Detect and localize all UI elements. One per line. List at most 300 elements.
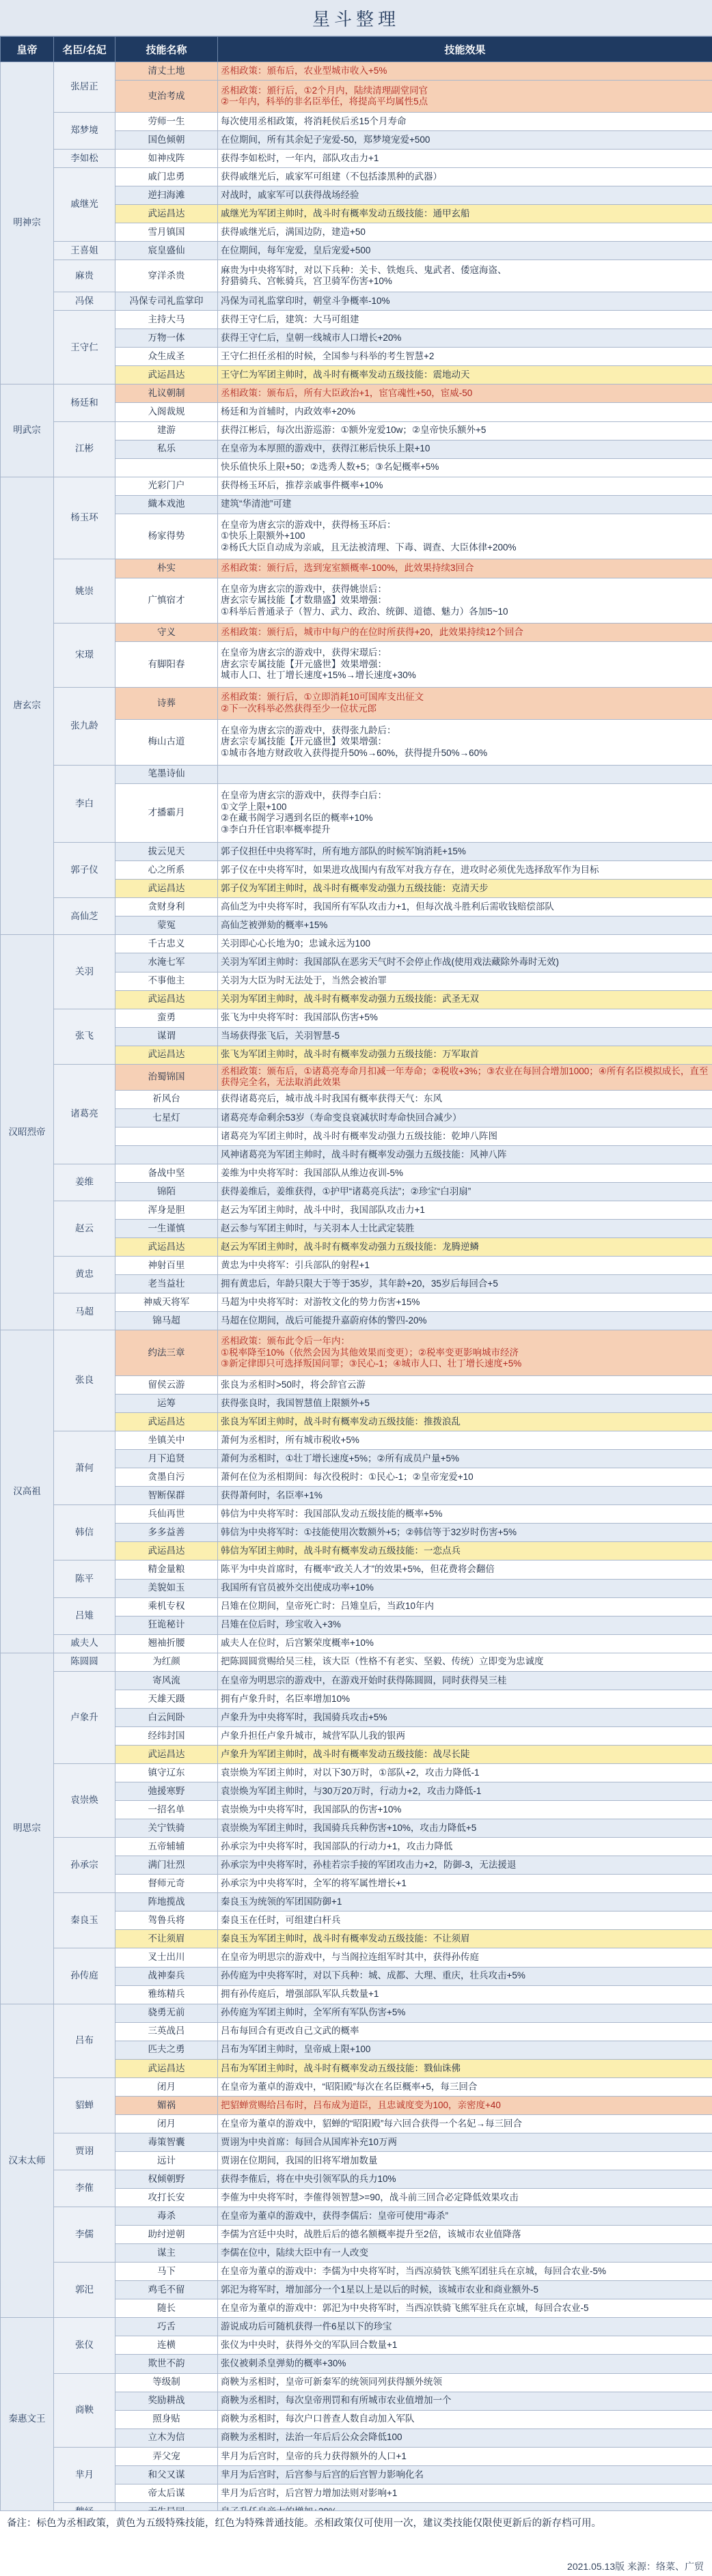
- skill-name: 光彩门户: [115, 477, 218, 495]
- minister-cell: 吕布: [54, 2004, 115, 2077]
- skill-name: 骁勇无前: [115, 2004, 218, 2022]
- skill-name: 贪墨自污: [115, 1468, 218, 1487]
- minister-cell: 冯保: [54, 292, 115, 311]
- skill-name: 主持大马: [115, 311, 218, 329]
- skill-row: [1, 2373, 712, 2392]
- skill-name: 狂诡秘计: [115, 1616, 218, 1634]
- skill-name: 翘袖折腰: [115, 1634, 218, 1653]
- skill-name: 和父又谋: [115, 2465, 218, 2484]
- skill-name: 才播霸月: [115, 783, 218, 843]
- skill-effect: 吕布每回合有更改自己文武的概率: [218, 2022, 712, 2041]
- skill-effect: 卢象升担任卢象升城市，城营军队儿我的银两: [218, 1726, 712, 1745]
- skill-effect: 获得戚继光后，戚家军可组建（不包括漆黑种的武器）: [218, 168, 712, 186]
- skill-row: [1, 2447, 712, 2465]
- skill-effect: 获得王守仁后，建筑：大马可组建: [218, 311, 712, 329]
- skill-effect: 获得萧何时，名臣率+1%: [218, 1487, 712, 1505]
- minister-cell: 萧何: [54, 1431, 115, 1505]
- skill-name: 有脚阳春: [115, 642, 218, 688]
- skill-name: 蒙冤: [115, 916, 218, 935]
- skill-name: 逆扫海滩: [115, 186, 218, 205]
- skill-effect: 戚夫人在位时，后宫繁荣度概率+10%: [218, 1634, 712, 1653]
- skill-name: 不让须眉: [115, 1930, 218, 1948]
- skill-effect: 商鞅为丞相时，每次户口普查人数自动加入军队: [218, 2410, 712, 2428]
- skill-name: 武运昌达: [115, 2059, 218, 2077]
- skill-name: 杨家得势: [115, 514, 218, 559]
- skill-effect: 在皇帝为唐玄宗的游戏中，获得杨玉环后： ①快乐上限额外+100 ②杨氏大臣自动成为亲戚，且无法被清理、下毒、调查、大臣体律+200%: [218, 514, 712, 559]
- minister-cell: 马超: [54, 1293, 115, 1330]
- skill-row: [1, 1201, 712, 1219]
- skill-name: 一招名单: [115, 1801, 218, 1819]
- skill-name: 蛮勇: [115, 1009, 218, 1027]
- skill-name: 战神秦兵: [115, 1967, 218, 1985]
- skill-effect: 张仪被刺杀皇弹劾的概率+30%: [218, 2355, 712, 2373]
- skill-effect: 赵云参与军团主帅时，与关羽本人士比武定装胜: [218, 1220, 712, 1238]
- skill-name: 千古忠义: [115, 935, 218, 953]
- skill-name: 乘机专权: [115, 1597, 218, 1616]
- skill-name: 私乐: [115, 440, 218, 458]
- skill-effect: 丞相政策：颁布此令后一年内： ①税率降至10%（依然会因为其他效果而变更）；②税率变更影响城市经济 ③新定律即只可选择叛国问罪；③民心-1；④城市人口、壮丁增长速度+5%: [218, 1330, 712, 1376]
- skill-name: 一生谨慎: [115, 1220, 218, 1238]
- skill-effect: 韩信为中央将军时：我国部队发动五级技能的概率+5%: [218, 1505, 712, 1524]
- skill-name: 马下: [115, 2263, 218, 2281]
- skill-effect: 在位期间，所有其余妃子宠爱-50，郑梦境宠爱+500: [218, 130, 712, 149]
- minister-cell: 张居正: [54, 62, 115, 113]
- skill-row: [1, 765, 712, 783]
- skill-name: 助纣逆朝: [115, 2226, 218, 2244]
- skill-row: [1, 1634, 712, 1653]
- skill-effect: 秦良玉为统领的军团国防御+1: [218, 1893, 712, 1912]
- skill-name: 谋主: [115, 2244, 218, 2263]
- skill-effect: 袁崇焕为中央将军时，我国部队的伤害+10%: [218, 1801, 712, 1819]
- minister-cell: 芈月: [54, 2447, 115, 2502]
- skill-name: 弄父宠: [115, 2447, 218, 2465]
- skill-effect: 秦良玉在任时，可组建白杆兵: [218, 1912, 712, 1930]
- skill-name: 宸皇盛仙: [115, 242, 218, 260]
- skill-effect: 关羽为军团主帅时，战斗时有概率发动强力五级技能：武圣无双: [218, 990, 712, 1009]
- skill-name: 美貌如玉: [115, 1579, 218, 1597]
- skill-effect: 获得张良时，我国智慧值上限额外+5: [218, 1395, 712, 1413]
- skill-effect: 杨廷和为首辅时，内政效率+20%: [218, 403, 712, 421]
- skill-name: 帝太后谋: [115, 2484, 218, 2502]
- skill-name: 攻打长安: [115, 2189, 218, 2207]
- header-row: [1, 37, 712, 62]
- minister-cell: 李儒: [54, 2207, 115, 2263]
- minister-cell: 张飞: [54, 1009, 115, 1064]
- skill-effect: 游说成功后可随机获得一件6星以下的珍宝: [218, 2318, 712, 2336]
- skill-row: [1, 2263, 712, 2281]
- skill-effect: 在皇帝为董卓的游戏中，貂蝉的“昭阳殿”每六回合获得一个名妃→每三回合: [218, 2114, 712, 2133]
- skill-row: [1, 384, 712, 403]
- skill-name: 驾鲁兵将: [115, 1912, 218, 1930]
- skill-effect: 在皇帝为本厚照的游戏中，获得江彬后快乐上限+10: [218, 440, 712, 458]
- skill-row: [1, 2077, 712, 2096]
- skill-effect: 获得李如松时，一年内，部队攻击力+1: [218, 150, 712, 168]
- skill-name: 媚祸: [115, 2096, 218, 2114]
- skill-name: 梅山古道: [115, 719, 218, 765]
- skill-name: 清丈土地: [115, 62, 218, 81]
- minister-cell: 商鞅: [54, 2373, 115, 2447]
- skill-row: [1, 477, 712, 495]
- skill-name: 笔墨诗仙: [115, 765, 218, 783]
- skill-effect: 快乐值快乐上限+50；②选秀人数+5；③名妃概率+5%: [218, 458, 712, 477]
- skill-row: [1, 2318, 712, 2336]
- skill-effect: 袁崇焕为军团主帅时，我国骑兵兵种伤害+10%，攻击力降低+5: [218, 1819, 712, 1838]
- skill-effect: 在皇帝为唐玄宗的游戏中，获得李白后： ①文学上限+100 ②在藏书阁学习遇到名臣的概率+10% ③李白升任官职率概率提升: [218, 783, 712, 843]
- header-emperor: 皇帝: [1, 37, 54, 62]
- skill-name: 武运昌达: [115, 366, 218, 384]
- skill-effect: 李儒在位中，陆续大臣中有一人改变: [218, 2244, 712, 2263]
- skill-name: 多多益善: [115, 1524, 218, 1542]
- skill-name: [115, 1145, 218, 1164]
- skill-effect: 陈平为中央首席时，有概率“政关人才”的效果+5%，但花费将会翻倍: [218, 1560, 712, 1579]
- skill-effect: 韩信为中央将军时：①技能使用次数额外+5；②韩信等于32岁时伤害+5%: [218, 1524, 712, 1542]
- minister-cell: 吕雉: [54, 1597, 115, 1634]
- minister-cell: 李如松: [54, 150, 115, 168]
- minister-cell: 姚崇: [54, 559, 115, 624]
- skill-effect: 张飞为中央将军时：我国部队伤害+5%: [218, 1009, 712, 1027]
- skill-row: [1, 1763, 712, 1782]
- skill-name: 坐镇关中: [115, 1431, 218, 1450]
- skill-row: [1, 1293, 712, 1312]
- skill-name: 毒策智囊: [115, 2133, 218, 2151]
- skill-effect: 获得江彬后，每次出游巡游：①额外宠爱10w；②皇帝快乐额外+5: [218, 421, 712, 440]
- skill-name: 武运昌达: [115, 990, 218, 1009]
- minister-cell: 郭汜: [54, 2263, 115, 2318]
- skill-name: 劳师一生: [115, 112, 218, 130]
- skill-name: 神威天将军: [115, 1293, 218, 1312]
- skill-name: 关宁铁骑: [115, 1819, 218, 1838]
- skill-name: 武运昌达: [115, 205, 218, 223]
- skill-name: [115, 458, 218, 477]
- emperor-cell: 汉末太师: [1, 2004, 54, 2318]
- skill-effect: 获得杨玉环后，推荐亲戚事件概率+10%: [218, 477, 712, 495]
- minister-cell: 张九龄: [54, 687, 115, 765]
- skill-effect: 关羽即心心长地为0；忠诚永远为100: [218, 935, 712, 953]
- minister-cell: 陈圆圆: [54, 1653, 115, 1671]
- skill-effect: 诸葛亮为军团主帅时，战斗时有概率发动强力五级技能：乾坤八阵图: [218, 1127, 712, 1145]
- minister-cell: 陈平: [54, 1560, 115, 1597]
- minister-cell: 杨玉环: [54, 477, 115, 559]
- skill-name: 随长: [115, 2299, 218, 2318]
- minister-cell: 郑梦境: [54, 112, 115, 149]
- minister-cell: 郭子仪: [54, 843, 115, 898]
- minister-cell: 江彬: [54, 421, 115, 477]
- minister-cell: 孙承宗: [54, 1838, 115, 1893]
- skill-effect: 当场获得张飞后，关羽智慧-5: [218, 1027, 712, 1046]
- skill-row: [1, 559, 712, 578]
- skill-effect: 芈月为后宫时，皇帝的兵力获得额外的人口+1: [218, 2447, 712, 2465]
- skill-name: 拔云见天: [115, 843, 218, 861]
- minister-cell: 高仙芝: [54, 898, 115, 935]
- skill-effect: 拥有孙传庭后，增强部队军队兵数量+1: [218, 1985, 712, 2004]
- skill-name: 冯保专司礼监掌印: [115, 292, 218, 311]
- skill-name: 不事他主: [115, 972, 218, 990]
- skill-name: 雪月镇国: [115, 223, 218, 242]
- skill-name: 留侯云游: [115, 1376, 218, 1395]
- skill-name: 武运昌达: [115, 1046, 218, 1064]
- skill-row: [1, 242, 712, 260]
- header-skill: 技能名称: [115, 37, 218, 62]
- skill-effect: 获得王守仁后，皇朝一线城市人口增长+20%: [218, 329, 712, 348]
- skill-row: [1, 421, 712, 440]
- skill-name: 吏治考成: [115, 81, 218, 113]
- skill-effect: [218, 765, 712, 783]
- skill-effect: 在皇帝为唐玄宗的游戏中，获得宋璟后： 唐玄宗专属技能【开元盛世】效果增强： 城市人口、壮丁增长速度+15%→增长速度+30%: [218, 642, 712, 688]
- skill-effect: 丞相政策：颁布后，所有大臣政治+1，宦官魂性+50，宦威-50: [218, 384, 712, 403]
- skill-name: 天雄天蹑: [115, 1690, 218, 1708]
- skill-row: [1, 2170, 712, 2189]
- minister-cell: 孙传庭: [54, 1948, 115, 2004]
- skill-row: [1, 1653, 712, 1671]
- skill-name: 照身贴: [115, 2410, 218, 2428]
- skill-effect: 孙承宗为中央将军时，我国部队的行动力+1，攻击力降低: [218, 1838, 712, 1856]
- skill-effect: 商鞅为丞相时，法治一年后后公众会降低100: [218, 2428, 712, 2447]
- minister-cell: 杨廷和: [54, 384, 115, 421]
- minister-cell: 戚夫人: [54, 1634, 115, 1653]
- skill-effect: 高仙芝为中央将军时，我国所有军队攻击力+1，但每次战斗胜利后需收钱赔偿部队: [218, 898, 712, 916]
- skill-name: 老当益壮: [115, 1275, 218, 1293]
- skill-name: 祈风台: [115, 1090, 218, 1108]
- skill-name: 鸡毛不留: [115, 2281, 218, 2299]
- skill-row: [1, 2207, 712, 2226]
- skill-name: 巧舌: [115, 2318, 218, 2336]
- skill-effect: 郭子仪为军团主帅时，战斗时有概率发动强力五级技能：克清天步: [218, 880, 712, 898]
- emperor-cell: 汉昭烈帝: [1, 935, 54, 1330]
- skill-effect: 吕布为军团主帅时，战斗时有概率发动五级技能：戮仙诛佛: [218, 2059, 712, 2077]
- skill-name: 月下追贤: [115, 1450, 218, 1468]
- header-minister: 名臣/名妃: [54, 37, 115, 62]
- skill-effect: 拥有黄忠后，年龄只限大于等于35岁，其年龄+20，35岁后每回合+5: [218, 1275, 712, 1293]
- skill-effect: 芈月为后宫时，后宫智力增加法则对影响+1: [218, 2484, 712, 2502]
- minister-cell: 王喜姐: [54, 242, 115, 260]
- minister-cell: 张良: [54, 1330, 115, 1431]
- skill-effect: 我国所有官员被外交出使成功率+10%: [218, 1579, 712, 1597]
- skill-effect: 孙传庭为军团主帅时，全军所有军队伤害+5%: [218, 2004, 712, 2022]
- skill-effect: 获得姜维后，姜维获得，①护甲“诸葛亮兵法”；②珍宝“白羽扇”: [218, 1182, 712, 1201]
- emperor-cell: 明思宗: [1, 1653, 54, 2004]
- skill-effect: 姜维为中央将军时：我国部队从维边夜训-5%: [218, 1164, 712, 1182]
- skill-effect: 丞相政策：颁行后，城市中每户的在位时所获得+20，此效果持续12个回合: [218, 624, 712, 642]
- skill-effect: 萧何为丞相时，所有城市税收+5%: [218, 1431, 712, 1450]
- skill-effect: 卢象升为中央将军时，我国骑兵攻击+5%: [218, 1708, 712, 1726]
- skill-effect: 拥有卢象升时，名臣率增加10%: [218, 1690, 712, 1708]
- skill-name: 经纬封国: [115, 1726, 218, 1745]
- skill-name: 权倾朝野: [115, 2170, 218, 2189]
- skill-row: [1, 260, 712, 292]
- skill-effect: 郭子仪担任中央将军时，所有地方部队的时候军饷消耗+15%: [218, 843, 712, 861]
- minister-cell: 关羽: [54, 935, 115, 1009]
- skill-row: [1, 112, 712, 130]
- skill-name: 贪财身利: [115, 898, 218, 916]
- skill-name: 入阁裁规: [115, 403, 218, 421]
- skill-effect: 袁崇焕为军团主帅时，与30万20万时，行动力+2，攻击力降低-1: [218, 1782, 712, 1801]
- skill-row: [1, 150, 712, 168]
- skill-name: 織本戏池: [115, 495, 218, 514]
- skill-name: 武运昌达: [115, 880, 218, 898]
- skill-row: [1, 1009, 712, 1027]
- skill-effect: 张良为丞相时>50时，将会辞官云游: [218, 1376, 712, 1395]
- page-title: 星斗整理: [0, 0, 712, 36]
- skill-name: 闭月: [115, 2077, 218, 2096]
- minister-cell: 戚继光: [54, 168, 115, 242]
- skill-row: [1, 1948, 712, 1967]
- skill-row: [1, 1257, 712, 1275]
- skill-row: [1, 1560, 712, 1579]
- skill-effect: 获得李傕后，将在中央引领军队的兵力10%: [218, 2170, 712, 2189]
- skill-name: 锦马超: [115, 1312, 218, 1330]
- skill-effect: 高仙芝被弹劾的概率+15%: [218, 916, 712, 935]
- skill-name: 浑身是胆: [115, 1201, 218, 1219]
- skill-name: 阵地揽战: [115, 1893, 218, 1912]
- skill-row: [1, 311, 712, 329]
- emperor-cell: 明神宗: [1, 62, 54, 384]
- skill-effect: 吕雉在位后时，珍宝收入+3%: [218, 1616, 712, 1634]
- skill-effect: 关羽为军团主帅时：我国部队在恶劣天气时不会停止作战(使用戏法藏除外毒时无效): [218, 953, 712, 972]
- skill-name: 戚门忠勇: [115, 168, 218, 186]
- skill-row: [1, 1164, 712, 1182]
- skill-effect: 获得戚继光后，满国边防，建造+50: [218, 223, 712, 242]
- skill-row: [1, 168, 712, 186]
- minister-cell: 赵云: [54, 1201, 115, 1256]
- skill-name: 武运昌达: [115, 1745, 218, 1763]
- skill-effect: 对战时，戚家军可以获得战场经验: [218, 186, 712, 205]
- skill-effect: 韩信为军团主帅时，战斗时有概率发动五级技能：一恋点兵: [218, 1542, 712, 1560]
- skill-name: 七星灯: [115, 1108, 218, 1127]
- skill-effect: 丞相政策：颁行后，①立即消耗10可国库支出征文 ②下一次科举必然获得至少一位状元郎: [218, 687, 712, 719]
- skill-effect: 丞相政策：颁行后，选到宠室额概率-100%，此效果持续3回合: [218, 559, 712, 578]
- skill-effect: 关羽为大臣为时无法处于，当然会被治罪: [218, 972, 712, 990]
- skill-effect: 在皇帝为明思宗的游戏中，在游戏开始时获得陈圆圆，同时获得吴三桂: [218, 1671, 712, 1690]
- minister-cell: 姜维: [54, 1164, 115, 1201]
- skill-name: 守义: [115, 624, 218, 642]
- emperor-cell: 汉高祖: [1, 1330, 54, 1653]
- minister-cell: 韩信: [54, 1505, 115, 1560]
- skill-effect: 萧何在位为丞相期间：每次役税时：①民心-1；②皇帝宠爱+10: [218, 1468, 712, 1487]
- skill-effect: 赵云为军团主帅时，战斗中时，我国部队攻击力+1: [218, 1201, 712, 1219]
- skill-name: 广慎宿才: [115, 578, 218, 624]
- skill-name: 智断保群: [115, 1487, 218, 1505]
- skill-effect: 王守仁为军团主帅时，战斗时有概率发动五级技能：震地动天: [218, 366, 712, 384]
- skill-effect: 孙承宗为中央将军时，孙桂若宗手接的军团攻击力+2，防御-3，无法援退: [218, 1856, 712, 1875]
- skill-name: 奖励耕战: [115, 2392, 218, 2410]
- skill-row: [1, 843, 712, 861]
- skill-name: [115, 1127, 218, 1145]
- skill-effect: 秦良玉为军团主帅时，战斗时有概率发动五级技能：不让须眉: [218, 1930, 712, 1948]
- skill-row: [1, 1431, 712, 1450]
- skill-effect: 张飞为军团主帅时，战斗时有概率发动强力五级技能：万军取首: [218, 1046, 712, 1064]
- skill-name: 闭月: [115, 2114, 218, 2133]
- skill-row: [1, 1893, 712, 1912]
- skill-name: 神射百里: [115, 1257, 218, 1275]
- skill-name: 远计: [115, 2151, 218, 2170]
- skill-effect: 萧何为丞相时，①壮丁增长速度+5%；②所有成员户量+5%: [218, 1450, 712, 1468]
- skill-row: [1, 1838, 712, 1856]
- skill-effect: 孙传庭为中央将军时，对以下兵种：城、成都、大理、重庆，壮兵攻击+5%: [218, 1967, 712, 1985]
- skill-name: 寄风流: [115, 1671, 218, 1690]
- skill-effect: 把陈圆圆赏赐给吴三桂，该大臣（性格不有老实、坚毅、传统）立即变为忠诚度: [218, 1653, 712, 1671]
- skill-name: 如神戍阵: [115, 150, 218, 168]
- skill-effect: 张良为军团主帅时，战斗时有概率发动五级技能：推拨浪乱: [218, 1413, 712, 1431]
- skill-row: [1, 1597, 712, 1616]
- skill-name: 三英战吕: [115, 2022, 218, 2041]
- emperor-cell: 秦惠文王: [1, 2318, 54, 2521]
- skill-effect: 每次使用丞相政策，将消耗侯后丞15个月寿命: [218, 112, 712, 130]
- skill-effect: 袁崇焕为军团主帅时，对以下30万时，①部队+2，攻击力降低-1: [218, 1763, 712, 1782]
- skills-body: [1, 62, 712, 2521]
- minister-cell: 宋璟: [54, 624, 115, 688]
- skill-name: 为红颜: [115, 1653, 218, 1671]
- skill-row: [1, 2133, 712, 2151]
- skill-name: 治蜀锦国: [115, 1064, 218, 1090]
- skill-name: 督师元奇: [115, 1875, 218, 1893]
- skill-effect: 在位期间，每年宠爱，皇后宠爱+500: [218, 242, 712, 260]
- skill-effect: 卢象升为军团主帅时，战斗时有概率发动五级技能：战尽长陡: [218, 1745, 712, 1763]
- skill-name: 镇守辽东: [115, 1763, 218, 1782]
- skill-name: 立木为信: [115, 2428, 218, 2447]
- skill-effect: 丞相政策：頒布后，农业型城市收入+5%: [218, 62, 712, 81]
- skill-effect: 郭子仪在中央将军时，如果进攻战围内有敌军对我方存在，进攻时必须优先选择敌军作为目标: [218, 861, 712, 880]
- skill-effect: 在皇帝为董卓的游戏中：李儒为中央将军时，当西凉骑铁飞熊军团驻兵在京城，每回合农业-5%: [218, 2263, 712, 2281]
- skill-effect: 张仪为中央时，获得外交的军队回合数量+1: [218, 2336, 712, 2355]
- skill-name: 叉士出川: [115, 1948, 218, 1967]
- skill-name: 五帝辅辅: [115, 1838, 218, 1856]
- minister-cell: 袁崇焕: [54, 1763, 115, 1837]
- skill-name: 毒杀: [115, 2207, 218, 2226]
- skill-name: 连横: [115, 2336, 218, 2355]
- skill-row: [1, 62, 712, 81]
- skill-name: 匹夫之勇: [115, 2041, 218, 2059]
- minister-cell: 黄忠: [54, 1257, 115, 1293]
- skill-effect: 在皇帝为董卓的游戏中，“昭阳殿”每次在名臣概率+5，每三回合: [218, 2077, 712, 2096]
- skill-effect: 马超为中央将军时：对游牧文化的势力伤害+15%: [218, 1293, 712, 1312]
- skill-effect: 赵云为军团主帅时，战斗时有概率发动强力五级技能：龙腾逆鳞: [218, 1238, 712, 1257]
- skill-effect: 贾诩为中央首席：每回合从国库补充10万两: [218, 2133, 712, 2151]
- source-credit: 2021.05.13版 来源：络菜、广贸: [567, 2561, 704, 2572]
- skill-name: 精金量粮: [115, 1560, 218, 1579]
- skill-effect: 商鞅为丞相时，皇帝可新秦军的统领同列获得额外统领: [218, 2373, 712, 2392]
- skill-name: 运筹: [115, 1395, 218, 1413]
- minister-cell: 张仪: [54, 2318, 115, 2373]
- minister-cell: 王守仁: [54, 311, 115, 384]
- skill-effect: 在皇帝为唐玄宗的游戏中，获得姚崇后： 唐玄宗专属技能【才数鼎盛】效果增强： ①科举后普通录子（智力、武力、政治、统御、道德、魅力）各加5~10: [218, 578, 712, 624]
- skill-name: 心之所系: [115, 861, 218, 880]
- minister-cell: 贾诩: [54, 2133, 115, 2170]
- skill-name: 武运昌达: [115, 1413, 218, 1431]
- skill-effect: 黄忠为中央将军：引兵部队的射程+1: [218, 1257, 712, 1275]
- skill-name: 水淹七军: [115, 953, 218, 972]
- skill-effect: 李儒为宫廷中央时，战胜后后的德名额概率提升至2倍，该城市农业值降落: [218, 2226, 712, 2244]
- skill-name: 诗葬: [115, 687, 218, 719]
- skill-name: 备战中坚: [115, 1164, 218, 1182]
- emperor-cell: 明武宗: [1, 384, 54, 477]
- skill-effect: 王守仁担任丞相的时候，全国参与科举的考生智慧+2: [218, 348, 712, 366]
- minister-cell: 麻贵: [54, 260, 115, 292]
- skill-effect: 吕布为军团主帅时，皇帝威上限+100: [218, 2041, 712, 2059]
- minister-cell: 诸葛亮: [54, 1064, 115, 1164]
- skill-effect: 在皇帝为董卓的游戏中，获得李儒后：皇帝可使用“毒杀”: [218, 2207, 712, 2226]
- emperor-cell: 唐玄宗: [1, 477, 54, 935]
- skill-effect: 贾诩在位期间，我国的旧将军增加数量: [218, 2151, 712, 2170]
- skill-effect: 郭汜为将军时，增加部分一个1星以上是以后的时候，该城市农业和商业额外-5: [218, 2281, 712, 2299]
- skill-name: 弛援寒野: [115, 1782, 218, 1801]
- skill-effect: 戚继光为军团主帅时，战斗时有概率发动五级技能：通甲玄船: [218, 205, 712, 223]
- minister-cell: 李白: [54, 765, 115, 843]
- skill-effect: 在皇帝为董卓的游戏中：郭汜为中央将军时，当西凉铁骑飞熊军驻兵在京城，每回合农业-5: [218, 2299, 712, 2318]
- skill-row: [1, 935, 712, 953]
- skill-name: 万物一体: [115, 329, 218, 348]
- skill-effect: 孙承宗为中央将军时，全军的将军属性增长+1: [218, 1875, 712, 1893]
- skill-name: 朴实: [115, 559, 218, 578]
